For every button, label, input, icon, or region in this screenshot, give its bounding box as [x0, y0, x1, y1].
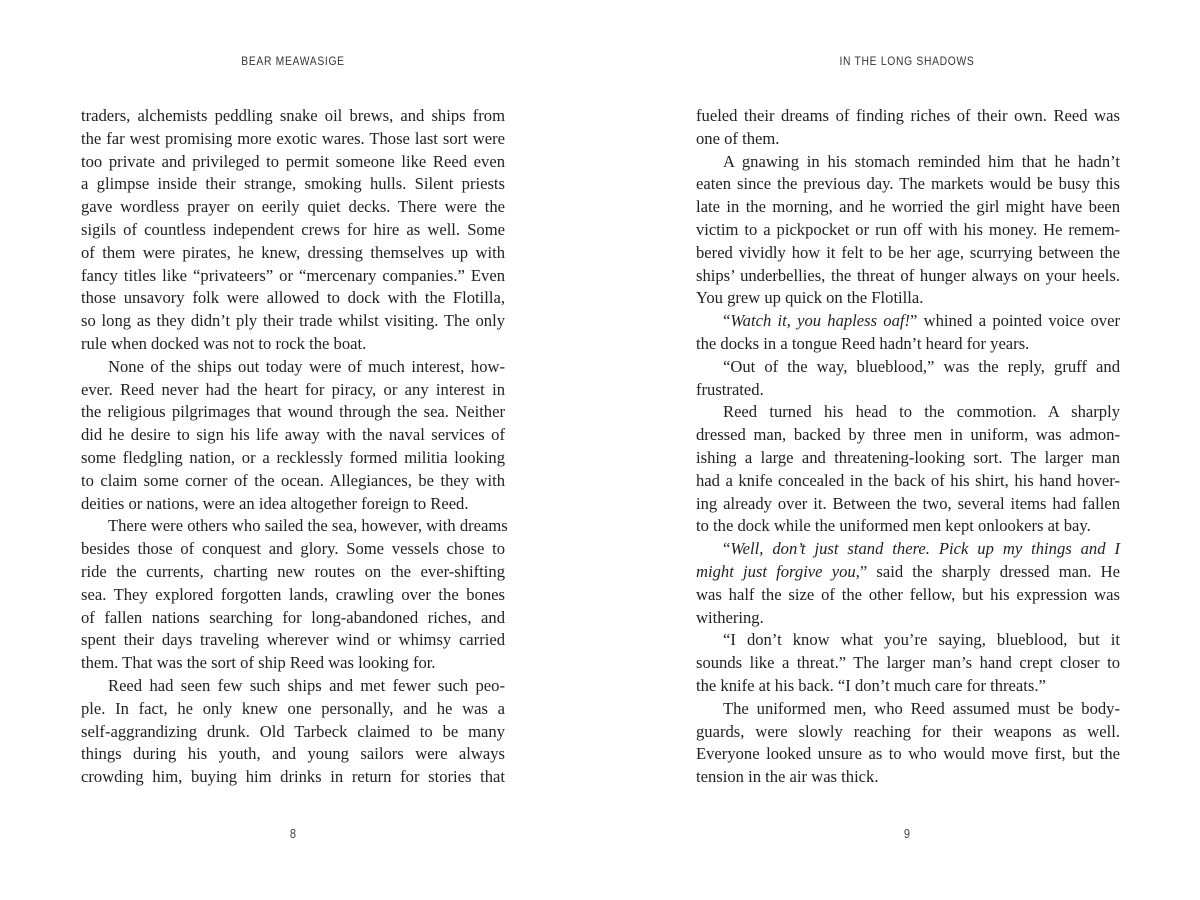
text-segment: fueled their dreams of finding riches of their own. Reed was [696, 106, 1120, 125]
text-line: Reed had seen few such ships and met fewer such peo- [108, 675, 505, 695]
text-line [696, 766, 1120, 789]
text-segment: tension in the air was thick. [696, 767, 879, 787]
text-line [696, 219, 1120, 242]
text-line [696, 447, 1120, 470]
text-line: the religious pilgrimages that wound through the sea. Neither [81, 402, 505, 422]
text-line: of them were pirates, he knew, dressing themselves up with [81, 242, 505, 262]
text-line: to claim some corner of the ocean. Allegiances, be they with [81, 470, 505, 490]
text-line: those unsavory folk were allowed to dock with the Flotilla, [81, 288, 505, 308]
text-line [696, 561, 1120, 584]
text-segment: eaten since the previous day. The markets would be busy this [696, 174, 1120, 194]
text-line: did he desire to sign his life away with the naval services of [81, 425, 505, 445]
text-line [696, 515, 1120, 538]
text-line [696, 151, 1120, 174]
text-segment: ships’ underbellies, the threat of hunger always on your heels. [696, 265, 1120, 285]
text-segment: ing already over it. Between the two, several items had fallen [696, 493, 1120, 513]
text-line: ple. In fact, he only knew one personally, and he was a [81, 698, 505, 718]
text-line: the far west promising more exotic wares. Those last sort were [81, 128, 505, 148]
text-line: There were others who sailed the sea, however, with dreams [108, 516, 508, 536]
text-segment: to the dock while the uniformed men kept onlookers at bay. [696, 516, 1091, 536]
running-head-author: BEAR MEAWASIGE [241, 54, 345, 68]
text-segment: victim to a pickpocket or run off with his money. He remem- [696, 219, 1120, 239]
text-segment: dressed man, backed by three men in uniform, was admon- [696, 425, 1120, 445]
text-line: ride the currents, charting new routes on the ever-shifting [81, 561, 505, 581]
text-line [696, 242, 1120, 265]
text-line: sea. They explored forgotten lands, crawling over the bones [81, 584, 505, 604]
text-line: crowding him, buying him drinks in return for stories that [81, 767, 505, 787]
text-segment: had a knife concealed in the back of his shirt, his hand hover- [696, 470, 1120, 490]
text-segment: the knife at his back. “I don’t much care for threats.” [696, 675, 1046, 695]
text-segment: ,” said the sharply dressed man. He [855, 561, 1120, 581]
right-page-body-text [696, 105, 1120, 789]
text-line [696, 493, 1120, 516]
text-segment: ishing a large and threatening-looking sort. The larger man [696, 447, 1120, 467]
text-segment: You grew up quick on the Flotilla. [696, 288, 924, 308]
text-line: rule when docked was not to rock the boat. [81, 333, 367, 353]
text-line: a glimpse inside their strange, smoking hulls. Silent priests [81, 174, 505, 194]
text-line: besides those of conquest and glory. Some vessels chose to [81, 539, 505, 559]
text-line [696, 356, 1120, 379]
text-segment: one of them. [696, 128, 780, 148]
text-segment: “ [723, 311, 731, 331]
italic-text: might just forgive you [696, 561, 856, 581]
text-line: self-aggrandizing drunk. Old Tarbeck claimed to be many [81, 721, 505, 741]
running-head-title: IN THE LONG SHADOWS [839, 54, 975, 68]
right-page [600, 0, 1200, 900]
text-line [696, 401, 1120, 424]
text-line: sigils of countless independent crews for hire as well. Some [81, 219, 505, 239]
text-line: None of the ships out today were of much interest, how- [108, 356, 505, 376]
text-segment: “ [723, 539, 731, 559]
text-segment: was half the size of the other fellow, but his expression was [696, 584, 1120, 604]
text-line [696, 721, 1120, 744]
text-line [696, 128, 1120, 151]
text-line [696, 743, 1120, 766]
text-segment: withering. [696, 607, 764, 627]
text-line: traders, alchemists peddling snake oil brews, and ships from [81, 106, 505, 125]
text-line [696, 196, 1120, 219]
text-line [696, 424, 1120, 447]
text-segment: The uniformed men, who Reed assumed must be body- [723, 698, 1120, 718]
text-line [696, 675, 1120, 698]
text-segment: A gnawing in his stomach reminded him that he hadn’t [723, 151, 1120, 171]
text-line: gave wordless prayer on eerily quiet decks. There were the [81, 197, 505, 217]
text-segment: sounds like a threat.” The larger man’s hand crept closer to [696, 653, 1120, 673]
left-page-body-text [81, 105, 508, 789]
text-line [696, 333, 1120, 356]
text-line: fancy titles like “privateers” or “mercenary companies.” Even [81, 265, 505, 285]
text-line: so long as they didn’t ply their trade whilst visiting. The only [81, 311, 505, 331]
text-line [696, 652, 1120, 675]
text-line: ever. Reed never had the heart for piracy, or any interest in [81, 379, 505, 399]
text-line: of fallen nations searching for long-abandoned riches, and [81, 607, 505, 627]
text-line [696, 584, 1120, 607]
text-line [696, 698, 1120, 721]
text-segment: Everyone looked unsure as to who would move first, but the [696, 744, 1120, 764]
text-segment: “I don’t know what you’re saying, blueblood, but it [723, 630, 1120, 650]
text-segment: “Out of the way, blueblood,” was the reply, gruff and [723, 356, 1120, 376]
text-segment: bered vividly how it felt to be her age, scurrying between the [696, 242, 1120, 262]
text-line [696, 607, 1120, 630]
text-line [696, 265, 1120, 288]
text-line: too private and privileged to permit someone like Reed even [81, 151, 505, 171]
text-line: spent their days traveling wherever wind or whimsy carried [81, 630, 505, 650]
text-line [696, 538, 1120, 561]
text-line [696, 105, 1120, 128]
text-segment: ” whined a pointed voice over [910, 311, 1120, 331]
text-line [696, 470, 1120, 493]
text-segment: late in the morning, and he worried the girl might have been [696, 197, 1120, 217]
page-number-right: 9 [903, 826, 911, 841]
text-segment: frustrated. [696, 379, 764, 399]
text-line: them. That was the sort of ship Reed was looking for. [81, 653, 436, 673]
text-line [696, 629, 1120, 652]
text-segment: the docks in a tongue Reed hadn’t heard for years. [696, 333, 1030, 353]
text-segment: Reed turned his head to the commotion. A sharply [723, 402, 1120, 422]
text-line: deities or nations, were an idea altogether foreign to Reed. [81, 493, 469, 513]
text-line: things during his youth, and young sailors were always [81, 744, 505, 764]
italic-text: Well, don’t just stand there. Pick up my things and I [730, 539, 1120, 559]
text-line [696, 310, 1120, 333]
text-line [696, 379, 1120, 402]
text-line [696, 173, 1120, 196]
text-line [696, 287, 1120, 310]
page-number-left: 8 [289, 826, 297, 841]
text-segment: guards, were slowly reaching for their weapons as well. [696, 721, 1120, 741]
text-line: some fledgling nation, or a recklessly formed militia looking [81, 447, 505, 467]
italic-text: Watch it, you hapless oaf! [730, 311, 911, 331]
